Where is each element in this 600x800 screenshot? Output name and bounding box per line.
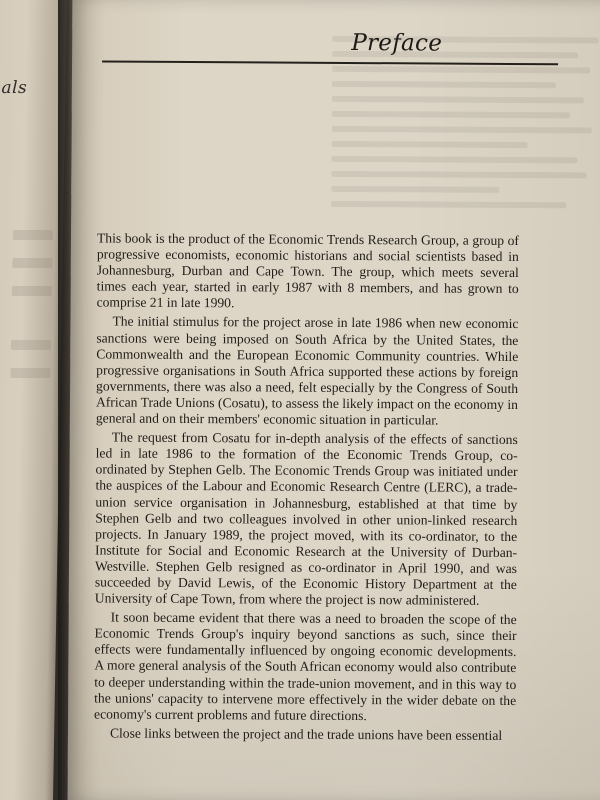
left-page-bleed-mark xyxy=(13,230,53,240)
left-page-bleed-mark xyxy=(12,258,52,268)
paragraph: The initial stimulus for the project arose in late 1986 when new economic sanctions were being imposed on South Africa by the United States, the Commonwealth and the European Economic Community countries. While progressive organisations in South Africa supported these actions by foreign governments, there was also a need, felt especially by the Congress of South African Trade Unions (Cosatu), to assess the likely impact on the economy in general and on their members' economic situation in particular. xyxy=(95,314,519,428)
paragraph: The request from Cosatu for in-depth analysis of the effects of sanctions led in late 1986 to the formation of the Economic Trends Group, co-ordinated by Stephen Gelb. The Economic Trends Group was initiated under the auspices of the Labour and Economic Research Centre (LERC), a trade-union service organisation in Johannesburg, established at that time by Stephen Gelb and two colleagues involved in other union-linked research projects. In January 1989, the project moved, with its co-ordinator, to the Institute for Social and Economic Research at the University of Durban-Westville. Stephen Gelb resigned as co-ordinator in April 1990, and was succeeded by David Lewis, of the Economic History Department at the University of Cape Town, from where the project is now administered. xyxy=(94,429,518,608)
preface-page xyxy=(68,0,600,800)
page-title: Preface xyxy=(351,30,443,57)
left-page-bleed-mark xyxy=(10,368,50,378)
reverse-page-show-through xyxy=(331,36,600,238)
left-page-bleed-mark xyxy=(11,340,51,350)
left-page-text-fragment: als xyxy=(1,78,28,98)
left-facing-page xyxy=(0,0,67,800)
left-page-bleed-mark xyxy=(12,286,52,296)
preface-body xyxy=(94,230,519,746)
paragraph: Close links between the project and the trade unions have been essential xyxy=(109,725,503,743)
paragraph: This book is the product of the Economic Trends Research Group, a group of progressive economists, economic historians and social scientists based in Johannesburg, Durban and Cape Town. The group, which meets several times each year, started in early 1987 with 8 members, and has grown to comprise 21 in late 1990. xyxy=(96,230,520,311)
paragraph: It soon became evident that there was a need to broaden the scope of the Economic Trends Group's inquiry beyond sanctions as such, since their effects were fundamentally influenced by ongoing economic developments. A more general analysis of the South African economy would also contribute to deeper understanding within the trade-union movement, and in this way to the unions' capacity to intervene more effectively in the wider debate on the economy's current problems and future directions. xyxy=(94,609,517,723)
page-header xyxy=(102,28,592,57)
